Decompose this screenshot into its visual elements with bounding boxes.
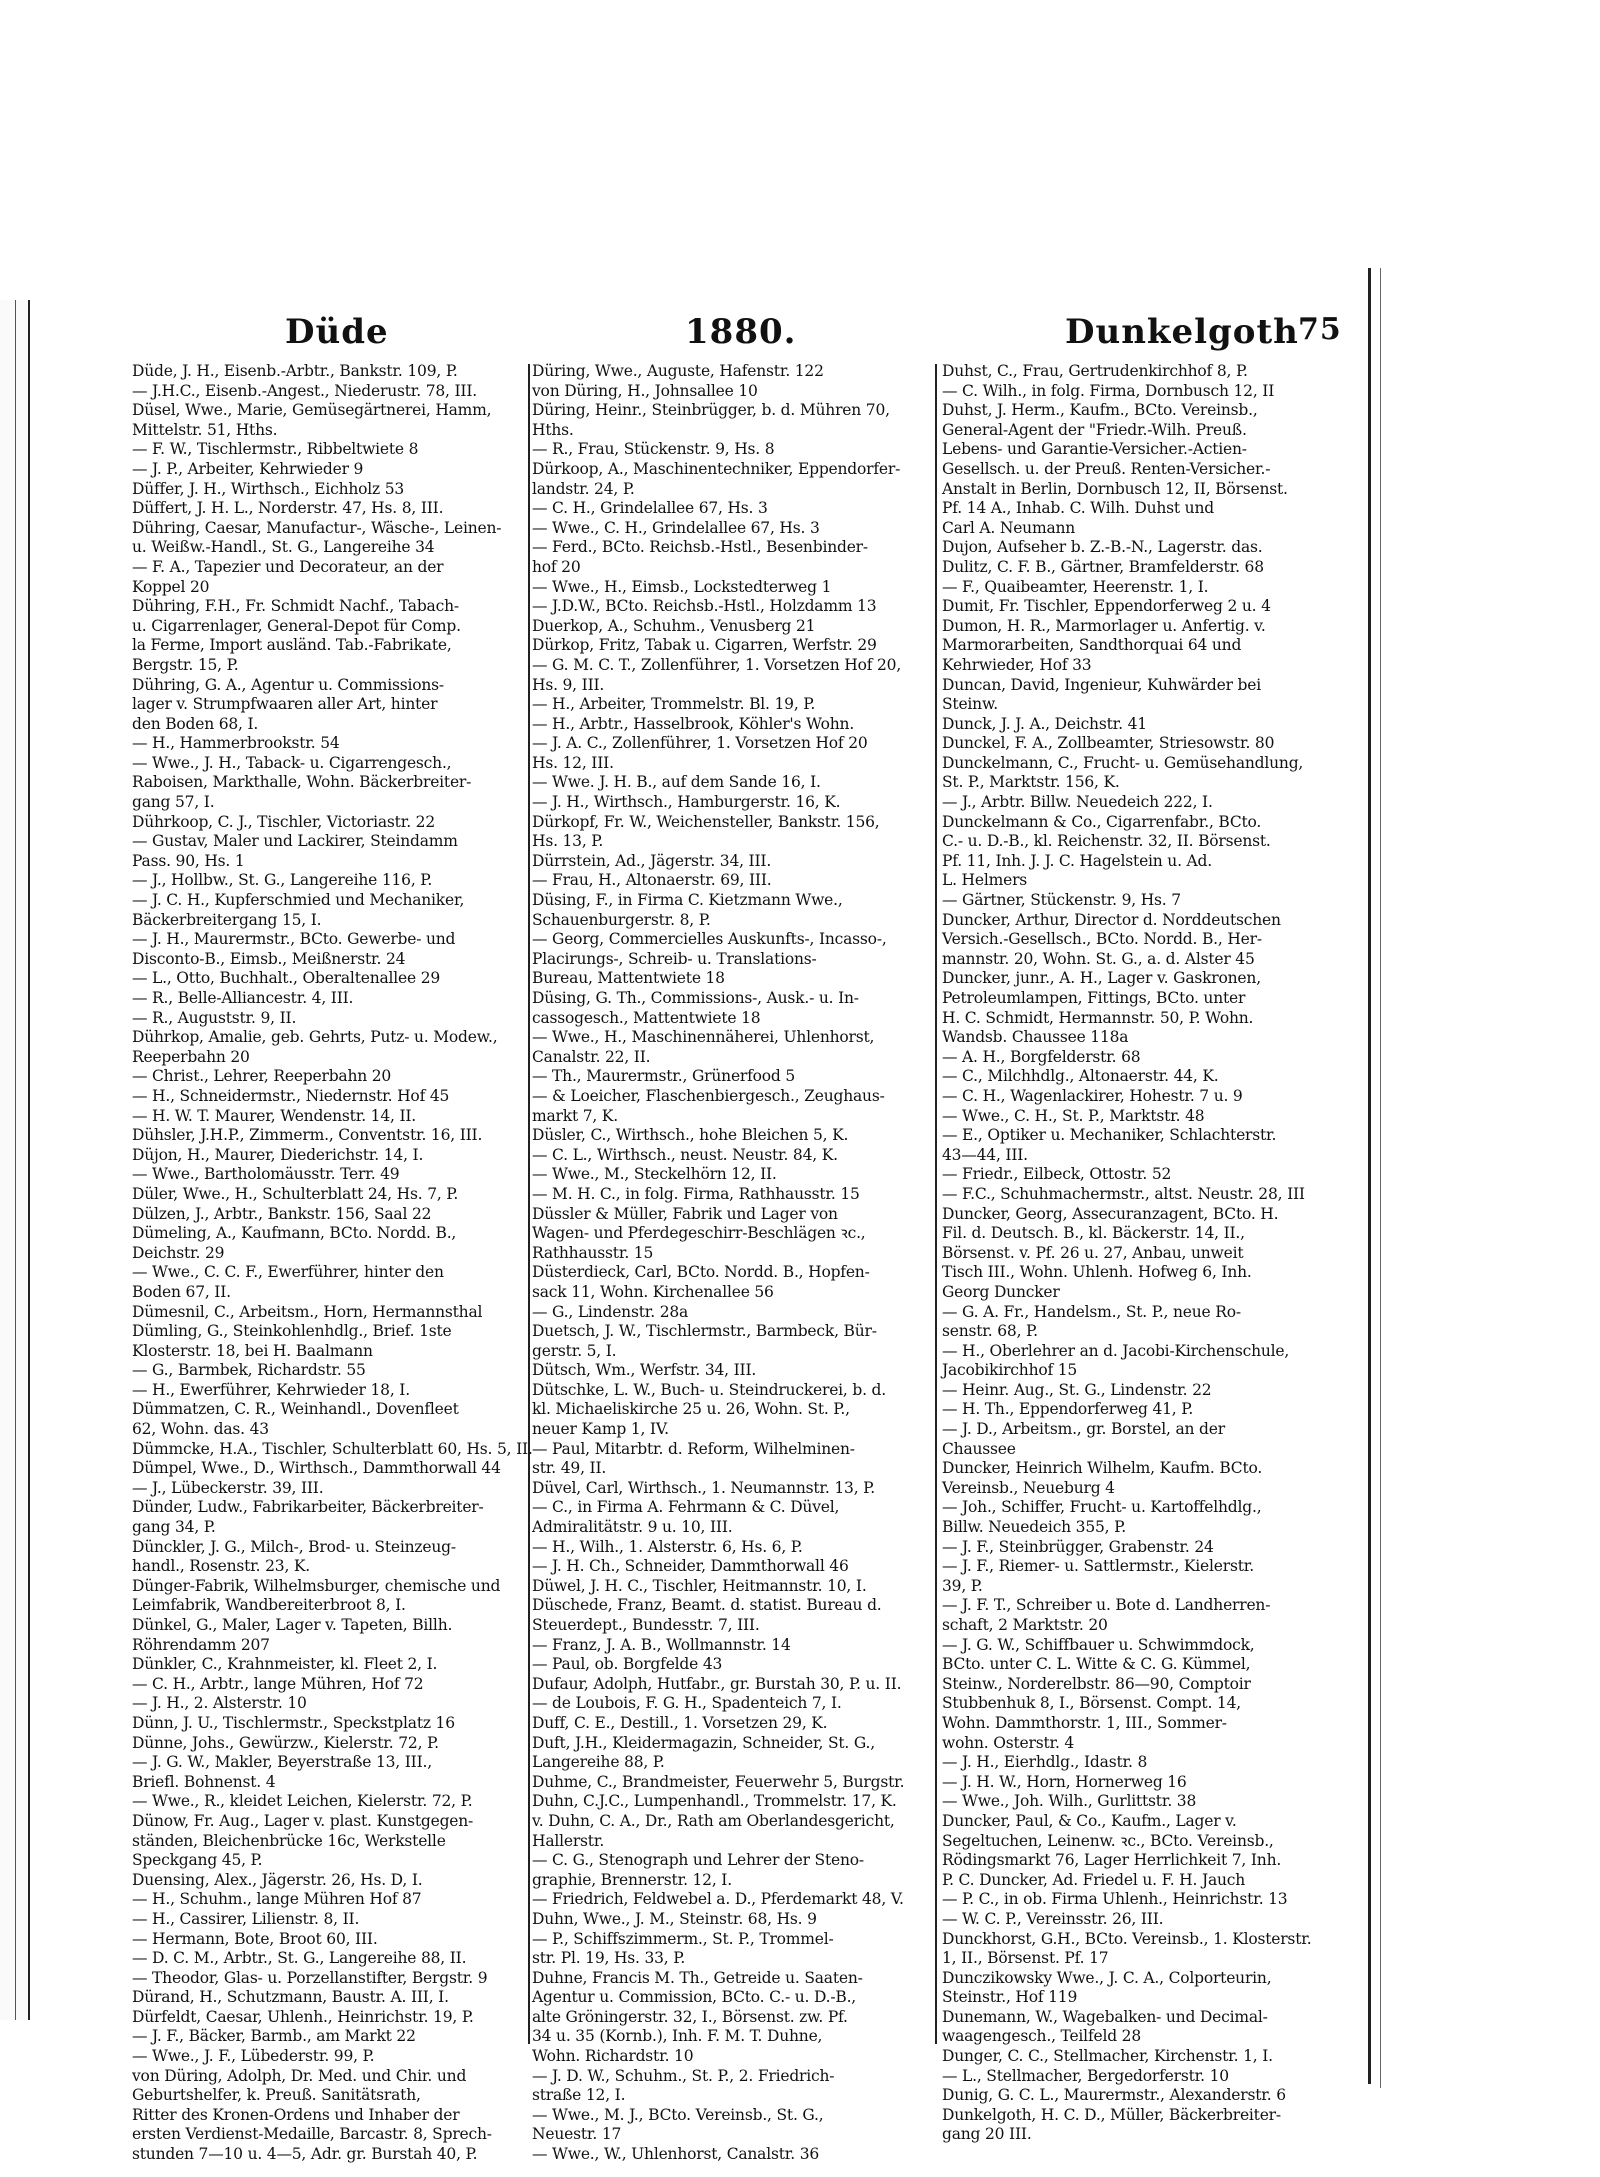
directory-entry-line: str. 49, II.: [532, 1459, 607, 1478]
directory-entry-line: — Gärtner, Stückenstr. 9, Hs. 7: [942, 891, 1181, 910]
directory-entry-line: — Joh., Schiffer, Frucht- u. Kartoffelhdlg.,: [942, 1498, 1262, 1517]
directory-entry-line: gang 34, P.: [132, 1518, 216, 1537]
directory-entry-line: Düjon, H., Maurer, Diederichstr. 14, I.: [132, 1145, 424, 1164]
directory-entry-line: P. C. Duncker, Ad. Friedel u. F. H. Jauch: [942, 1870, 1246, 1889]
directory-entry-line: — J. H. Ch., Schneider, Dammthorwall 46: [532, 1557, 849, 1576]
directory-entry-line: Duncker, Georg, Assecuranzagent, BCto. H.: [942, 1204, 1279, 1223]
directory-entry-line: Dunckelmann, C., Frucht- u. Gemüsehandlung,: [942, 753, 1304, 772]
page-header: [120, 312, 1368, 362]
directory-entry-line: Tisch III., Wohn. Uhlenh. Hofweg 6, Inh.: [942, 1263, 1252, 1282]
directory-entry-line: Dunckel, F. A., Zollbeamter, Striesowstr. 80: [942, 734, 1275, 753]
directory-entry-line: Dufaur, Adolph, Hutfabr., gr. Burstah 30, P. u. II.: [532, 1674, 902, 1693]
directory-entry-line: — de Loubois, F. G. H., Spadenteich 7, I.: [532, 1694, 842, 1713]
directory-entry-line: Dunckelmann & Co., Cigarrenfabr., BCto.: [942, 812, 1262, 831]
directory-entry-line: — Paul, ob. Borgfelde 43: [532, 1655, 723, 1674]
directory-entry-line: — D. C. M., Arbtr., St. G., Langereihe 88, II.: [132, 1949, 467, 1968]
directory-entry-line: — Wwe., W., Uhlenhorst, Canalstr. 36: [532, 2145, 820, 2164]
directory-entry-line: den Boden 68, I.: [132, 714, 259, 733]
directory-entry-line: Düvel, Carl, Wirthsch., 1. Neumannstr. 13, P.: [532, 1478, 875, 1497]
directory-entry-line: — J. H., Wirthsch., Hamburgerstr. 16, K.: [532, 793, 841, 812]
directory-entry-line: — L., Otto, Buchhalt., Oberaltenallee 29: [132, 969, 441, 988]
header-last-entry: Dunkelgoth: [1065, 312, 1299, 352]
directory-entry-line: Dühring, Caesar, Manufactur-, Wäsche-, Leinen-: [132, 518, 502, 537]
directory-entry-line: Düsler, C., Wirthsch., hohe Bleichen 5, K.: [532, 1126, 849, 1145]
directory-entry-line: — H., Cassirer, Lilienstr. 8, II.: [132, 1909, 360, 1928]
directory-entry-line: Duhne, Francis M. Th., Getreide u. Saaten-: [532, 1968, 863, 1987]
directory-entry-line: Dühsler, J.H.P., Zimmerm., Conventstr. 16, III.: [132, 1126, 483, 1145]
directory-entry-line: Dümling, G., Steinkohlenhdlg., Brief. 1ste: [132, 1322, 452, 1341]
directory-entry-line: Admiralitätstr. 9 u. 10, III.: [532, 1518, 733, 1537]
directory-entry-line: von Düring, Adolph, Dr. Med. und Chir. und: [132, 2066, 467, 2085]
directory-entry-line: — R., Auguststr. 9, II.: [132, 1008, 297, 1027]
directory-entry-line: Bergstr. 15, P.: [132, 655, 239, 674]
directory-entry-line: — J. H., 2. Alsterstr. 10: [132, 1694, 307, 1713]
directory-entry-line: Marmorarbeiten, Sandthorquai 64 und: [942, 636, 1242, 655]
directory-entry-line: — J., Arbtr. Billw. Neuedeich 222, I.: [942, 793, 1213, 812]
directory-entry-line: Dürrstein, Ad., Jägerstr. 34, III.: [532, 851, 772, 870]
directory-entry-line: — Hermann, Bote, Broot 60, III.: [132, 1929, 378, 1948]
directory-entry-line: — Frau, H., Altonaerstr. 69, III.: [532, 871, 772, 890]
directory-entry-line: Düsing, G. Th., Commissions-, Ausk.- u. In-: [532, 989, 859, 1007]
directory-entry-line: Wohn. Richardstr. 10: [532, 2047, 694, 2066]
directory-entry-line: sack 11, Wohn. Kirchenallee 56: [532, 1282, 774, 1301]
directory-entry-line: — J. F., Steinbrügger, Grabenstr. 24: [942, 1537, 1214, 1556]
directory-entry-line: C.- u. D.-B., kl. Reichenstr. 32, II. Börsenst.: [942, 832, 1271, 851]
directory-entry-line: — J. G. W., Makler, Beyerstraße 13, III.,: [132, 1753, 432, 1772]
directory-entry-line: Duhn, Wwe., J. M., Steinstr. 68, Hs. 9: [532, 1909, 817, 1928]
directory-entry-line: Dunkelgoth, H. C. D., Müller, Bäckerbreiter-: [942, 2105, 1281, 2124]
directory-entry-line: Leimfabrik, Wandbereiterbroot 8, I.: [132, 1596, 406, 1615]
directory-entry-line: — J. D., Arbeitsm., gr. Borstel, an der: [942, 1420, 1225, 1439]
directory-entry-line: Briefl. Bohnenst. 4: [132, 1772, 276, 1791]
directory-entry-line: Wagen- und Pferdegeschirr-Beschlägen ꝛc.,: [532, 1224, 866, 1243]
directory-entry-line: landstr. 24, P.: [532, 479, 635, 498]
directory-entry-line: — M. H. C., in folg. Firma, Rathhausstr. 15: [532, 1184, 860, 1203]
column-left: [132, 362, 536, 2164]
directory-entry-line: — Wwe., R., kleidet Leichen, Kielerstr. 72, P.: [132, 1792, 473, 1811]
directory-entry-line: Duhst, J. Herm., Kaufm., BCto. Vereinsb.,: [942, 401, 1258, 420]
directory-entry-line: Dühring, F.H., Fr. Schmidt Nachf., Tabach-: [132, 597, 459, 616]
directory-entry-line: Fil. d. Deutsch. B., kl. Bäckerstr. 14, II.,: [942, 1224, 1245, 1243]
directory-entry-line: — P. C., in ob. Firma Uhlenh., Heinrichstr. 13: [942, 1890, 1288, 1909]
directory-entry-line: — H., Wilh., 1. Alsterstr. 6, Hs. 6, P.: [532, 1537, 803, 1556]
directory-entry-line: cassogesch., Mattentwiete 18: [532, 1008, 761, 1027]
directory-entry-line: Düring, Wwe., Auguste, Hafenstr. 122: [532, 362, 824, 380]
directory-entry-line: — E., Optiker u. Mechaniker, Schlachterstr.: [942, 1126, 1277, 1145]
directory-entry-line: — Georg, Commercielles Auskunfts-, Incasso-,: [532, 930, 887, 949]
directory-entry-line: Duhme, C., Brandmeister, Feuerwehr 5, Burgstr.: [532, 1772, 905, 1791]
directory-entry-line: Disconto-B., Eimsb., Meißnerstr. 24: [132, 949, 406, 968]
directory-entry-line: von Düring, H., Johnsallee 10: [532, 381, 758, 400]
directory-entry-line: wohn. Osterstr. 4: [942, 1733, 1075, 1752]
header-year: 1880.: [685, 312, 797, 352]
directory-entry-line: Duncker, Arthur, Director d. Norddeutschen: [942, 910, 1281, 929]
directory-entry-line: — H. Th., Eppendorferweg 41, P.: [942, 1400, 1194, 1419]
directory-entry-line: BCto. unter C. L. Witte & C. G. Kümmel,: [942, 1655, 1251, 1674]
directory-entry-line: — C. G., Stenograph und Lehrer der Steno-: [532, 1851, 864, 1870]
header-first-entry: Düde: [285, 312, 389, 352]
directory-entry-line: Ritter des Kronen-Ordens und Inhaber der: [132, 2105, 460, 2124]
directory-entry-line: Dünn, J. U., Tischlermstr., Speckstplatz 16: [132, 1713, 455, 1732]
directory-entry-line: — Friedrich, Feldwebel a. D., Pferdemarkt 48, V.: [532, 1890, 904, 1909]
directory-entry-line: Placirungs-, Schreib- u. Translations-: [532, 949, 817, 968]
directory-entry-line: Röhrendamm 207: [132, 1635, 270, 1654]
directory-entry-line: Dünkler, C., Krahnmeister, kl. Fleet 2, I.: [132, 1655, 438, 1674]
directory-entry-line: u. Cigarrenlager, General-Depot für Comp.: [132, 616, 461, 635]
directory-entry-line: Dülzen, J., Arbtr., Bankstr. 156, Saal 22: [132, 1204, 432, 1223]
directory-entry-line: handl., Rosenstr. 23, K.: [132, 1557, 311, 1576]
directory-entry-line: St. P., Marktstr. 156, K.: [942, 773, 1120, 792]
directory-entry-line: — J. C. H., Kupferschmied und Mechaniker,: [132, 891, 465, 910]
directory-entry-line: markt 7, K.: [532, 1106, 618, 1125]
directory-entry-line: — Th., Maurermstr., Grünerfood 5: [532, 1067, 796, 1086]
directory-entry-line: Dujon, Aufseher b. Z.-B.-N., Lagerstr. das.: [942, 538, 1263, 557]
directory-entry-line: — C. Wilh., in folg. Firma, Dornbusch 12, II: [942, 381, 1275, 400]
directory-entry-line: Dünger-Fabrik, Wilhelmsburger, chemische und: [132, 1576, 501, 1595]
directory-entry-line: Dümeling, A., Kaufmann, BCto. Nordd. B.,: [132, 1224, 457, 1243]
directory-entry-line: — Wwe., Bartholomäusstr. Terr. 49: [132, 1165, 400, 1184]
directory-entry-line: gerstr. 5, I.: [532, 1341, 617, 1360]
directory-page: [120, 268, 1371, 2164]
directory-entry-line: lager v. Strumpfwaaren aller Art, hinter: [132, 695, 438, 714]
directory-entry-line: Düler, Wwe., H., Schulterblatt 24, Hs. 7, P.: [132, 1184, 459, 1203]
directory-entry-line: straße 12, I.: [532, 2086, 626, 2105]
directory-entry-line: — C. H., Wagenlackirer, Hohestr. 7 u. 9: [942, 1086, 1243, 1105]
directory-entry-line: Canalstr. 22, II.: [532, 1047, 651, 1066]
directory-entry-line: Raboisen, Markthalle, Wohn. Bäckerbreiter-: [132, 773, 472, 792]
directory-entry-line: Jacobikirchhof 15: [942, 1361, 1078, 1380]
directory-entry-line: str. Pl. 19, Hs. 33, P.: [532, 1949, 686, 1968]
directory-entry-line: Speckgang 45, P.: [132, 1851, 263, 1870]
directory-entry-line: Düring, Heinr., Steinbrügger, b. d. Mühren 70,: [532, 401, 890, 420]
directory-entry-line: Georg Duncker: [942, 1282, 1060, 1301]
directory-entry-line: hof 20: [532, 557, 581, 576]
directory-entry-line: — G., Lindenstr. 28a: [532, 1302, 689, 1321]
directory-entry-line: Dulitz, C. F. B., Gärtner, Bramfelderstr. 68: [942, 557, 1264, 576]
directory-entry-line: Boden 67, II.: [132, 1282, 231, 1301]
directory-entry-line: Dünne, Johs., Gewürzw., Kielerstr. 72, P.: [132, 1733, 439, 1752]
directory-entry-line: General-Agent der "Friedr.-Wilh. Preuß.: [942, 420, 1247, 439]
directory-entry-line: v. Duhn, C. A., Dr., Rath am Oberlandesgericht,: [532, 1811, 895, 1830]
directory-entry-line: Börsenst. v. Pf. 26 u. 27, Anbau, unweit: [942, 1243, 1244, 1262]
directory-entry-line: Dünckler, J. G., Milch-, Brod- u. Steinzeug-: [132, 1537, 456, 1556]
directory-entry-line: Dürfeldt, Caesar, Uhlenh., Heinrichstr. 19, P.: [132, 2007, 474, 2026]
directory-entry-line: 43—44, III.: [942, 1145, 1028, 1164]
directory-entry-line: Rathhausstr. 15: [532, 1243, 654, 1262]
directory-entry-line: — J. P., Arbeiter, Kehrwieder 9: [132, 459, 364, 478]
directory-entry-line: Düffer, J. H., Wirthsch., Eichholz 53: [132, 479, 405, 498]
directory-entry-line: u. Weißw.-Handl., St. G., Langereihe 34: [132, 538, 435, 557]
directory-entry-line: — J., Hollbw., St. G., Langereihe 116, P.: [132, 871, 433, 890]
directory-entry-line: — Gustav, Maler und Lackirer, Steindamm: [132, 832, 458, 851]
directory-entry-line: Dunemann, W., Wagebalken- und Decimal-: [942, 2007, 1268, 2026]
directory-entry-line: Neuestr. 17: [532, 2125, 622, 2144]
directory-entry-line: — R., Frau, Stückenstr. 9, Hs. 8: [532, 440, 775, 459]
directory-entry-line: Versich.-Gesellsch., BCto. Nordd. B., Her-: [942, 930, 1262, 949]
directory-entry-line: L. Helmers: [942, 871, 1028, 890]
directory-entry-line: Dürkopf, Fr. W., Weichensteller, Bankstr. 156,: [532, 812, 880, 831]
page-edge-shadow: [1370, 268, 1381, 2088]
directory-entry-line: Dümesnil, C., Arbeitsm., Horn, Hermannsthal: [132, 1302, 483, 1321]
directory-entry-line: Dunczikowsky Wwe., J. C. A., Colporteurin,: [942, 1968, 1272, 1987]
directory-entry-line: Pass. 90, Hs. 1: [132, 851, 245, 870]
directory-entry-line: — J. H. W., Horn, Hornerweg 16: [942, 1772, 1187, 1791]
directory-entry-line: — J. H., Maurermstr., BCto. Gewerbe- und: [132, 930, 456, 949]
directory-entry-line: — A. H., Borgfelderstr. 68: [942, 1047, 1141, 1066]
directory-entry-line: — Wwe., M. J., BCto. Vereinsb., St. G.,: [532, 2105, 824, 2124]
directory-entry-line: Dürkoop, A., Maschinentechniker, Eppendorfer-: [532, 459, 901, 478]
directory-entry-line: Hs. 13, P.: [532, 832, 604, 851]
directory-entry-line: Düde, J. H., Eisenb.-Arbtr., Bankstr. 109, P.: [132, 362, 458, 380]
directory-entry-line: Dünkel, G., Maler, Lager v. Tapeten, Billh.: [132, 1616, 453, 1634]
directory-entry-line: Reeperbahn 20: [132, 1047, 250, 1066]
directory-entry-line: Duncker, Heinrich Wilhelm, Kaufm. BCto.: [942, 1459, 1263, 1478]
directory-entry-line: — Friedr., Eilbeck, Ottostr. 52: [942, 1165, 1172, 1184]
directory-entry-line: Wohn. Dammthorstr. 1, III., Sommer-: [942, 1713, 1227, 1732]
directory-entry-line: — C. H., Grindelallee 67, Hs. 3: [532, 499, 768, 518]
directory-entry-line: Dührkop, Amalie, geb. Gehrts, Putz- u. Modew.,: [132, 1028, 498, 1047]
directory-entry-line: — C., Milchhdlg., Altonaerstr. 44, K.: [942, 1067, 1219, 1086]
directory-entry-line: graphie, Brennerstr. 12, I.: [532, 1870, 732, 1889]
directory-entry-line: Dümmatzen, C. R., Weinhandl., Dovenfleet: [132, 1400, 459, 1419]
directory-entry-line: gang 57, I.: [132, 793, 215, 812]
directory-entry-line: — J.D.W., BCto. Reichsb.-Hstl., Holzdamm 13: [532, 597, 877, 616]
directory-entry-line: — H., Hammerbrookstr. 54: [132, 734, 340, 753]
directory-entry-line: Duerkop, A., Schuhm., Venusberg 21: [532, 616, 816, 635]
directory-entry-line: — Wwe., M., Steckelhörn 12, II.: [532, 1165, 777, 1184]
directory-entry-line: — J. F., Bäcker, Barmb., am Markt 22: [132, 2027, 416, 2046]
directory-entry-line: — Wwe., C. H., Grindelallee 67, Hs. 3: [532, 518, 820, 537]
directory-entry-line: waagengesch., Teilfeld 28: [942, 2027, 1141, 2046]
directory-entry-line: — Christ., Lehrer, Reeperbahn 20: [132, 1067, 392, 1086]
directory-entry-line: 62, Wohn. das. 43: [132, 1420, 269, 1439]
directory-entry-line: Duft, J.H., Kleidermagazin, Schneider, St. G.,: [532, 1733, 875, 1752]
directory-entry-line: Duff, C. E., Destill., 1. Vorsetzen 29, K.: [532, 1713, 828, 1732]
directory-entry-line: stunden 7—10 u. 4—5, Adr. gr. Burstah 40, P.: [132, 2145, 478, 2164]
directory-entry-line: Düsterdieck, Carl, BCto. Nordd. B., Hopfen-: [532, 1263, 870, 1282]
directory-entry-line: — H. W. T. Maurer, Wendenstr. 14, II.: [132, 1106, 417, 1125]
page-number: 75: [1298, 312, 1342, 347]
directory-entry-line: — G. M. C. T., Zollenführer, 1. Vorsetzen Hof 20,: [532, 655, 902, 674]
directory-entry-line: Dütschke, L. W., Buch- u. Steindruckerei, b. d.: [532, 1380, 887, 1399]
directory-entry-line: Koppel 20: [132, 577, 210, 596]
directory-entry-line: mannstr. 20, Wohn. St. G., a. d. Alster 45: [942, 949, 1255, 968]
directory-entry-line: Pf. 14 A., Inhab. C. Wilh. Duhst und: [942, 499, 1214, 518]
directory-entry-line: — Wwe., C. C. F., Ewerführer, hinter den: [132, 1263, 444, 1282]
directory-entry-line: 39, P.: [942, 1576, 983, 1595]
directory-entry-line: — H., Oberlehrer an d. Jacobi-Kirchenschule,: [942, 1341, 1290, 1360]
directory-entry-line: — H., Ewerführer, Kehrwieder 18, I.: [132, 1380, 410, 1399]
directory-entry-line: Dunig, G. C. L., Maurermstr., Alexanderstr. 6: [942, 2086, 1286, 2105]
directory-entry-line: Dumit, Fr. Tischler, Eppendorferweg 2 u. 4: [942, 597, 1271, 616]
directory-entry-line: Duetsch, J. W., Tischlermstr., Barmbeck, Bür-: [532, 1322, 877, 1341]
column-right: [942, 362, 1346, 2144]
directory-entry-line: 1, II., Börsenst. Pf. 17: [942, 1949, 1109, 1968]
directory-entry-line: Dumon, H. R., Marmorlager u. Anfertig. v.: [942, 616, 1266, 635]
directory-entry-line: — Wwe., Joh. Wilh., Gurlittstr. 38: [942, 1792, 1197, 1811]
directory-entry-line: neuer Kamp 1, IV.: [532, 1420, 669, 1439]
directory-entry-line: — F. W., Tischlermstr., Ribbeltwiete 8: [132, 440, 419, 459]
directory-entry-line: Dunger, C. C., Stellmacher, Kirchenstr. 1, I.: [942, 2047, 1273, 2066]
directory-entry-line: Steinw.: [942, 695, 998, 714]
directory-entry-line: Klosterstr. 18, bei H. Baalmann: [132, 1341, 373, 1360]
directory-entry-line: Dührkoop, C. J., Tischler, Victoriastr. 22: [132, 812, 435, 831]
directory-entry-line: — J. A. C., Zollenführer, 1. Vorsetzen Hof 20: [532, 734, 868, 753]
directory-entry-line: — J. H., Eierhdlg., Idastr. 8: [942, 1753, 1148, 1772]
directory-entry-line: — Wwe., J. H., Taback- u. Cigarrengesch.,: [132, 753, 452, 772]
directory-entry-line: Stubbenhuk 8, I., Börsenst. Compt. 14,: [942, 1694, 1241, 1713]
directory-entry-line: Dümpel, Wwe., D., Wirthsch., Dammthorwall 44: [132, 1459, 501, 1478]
directory-entry-line: Hths.: [532, 420, 574, 439]
directory-entry-line: — C., in Firma A. Fehrmann & C. Düvel,: [532, 1498, 840, 1517]
directory-entry-line: Dütsch, Wm., Werfstr. 34, III.: [532, 1361, 757, 1380]
directory-entry-line: — G. A. Fr., Handelsm., St. P., neue Ro-: [942, 1302, 1241, 1321]
directory-entry-line: Lebens- und Garantie-Versicher.-Actien-: [942, 440, 1247, 459]
directory-entry-line: Duncker, junr., A. H., Lager v. Gaskronen,: [942, 969, 1261, 988]
directory-entry-line: ersten Verdienst-Medaille, Barcastr. 8, Sprech-: [132, 2125, 492, 2144]
directory-entry-line: 34 u. 35 (Kornb.), Inh. F. M. T. Duhne,: [532, 2027, 823, 2046]
directory-entry-line: Duhst, C., Frau, Gertrudenkirchhof 8, P.: [942, 362, 1248, 380]
directory-entry-line: — F. A., Tapezier und Decorateur, an der: [132, 557, 444, 576]
directory-entry-line: — C. H., Arbtr., lange Mühren, Hof 72: [132, 1674, 424, 1693]
directory-entry-line: Kehrwieder, Hof 33: [942, 655, 1092, 674]
directory-entry-line: Dunckhorst, G.H., BCto. Vereinsb., 1. Klosterstr.: [942, 1929, 1312, 1948]
directory-entry-line: — J., Lübeckerstr. 39, III.: [132, 1478, 324, 1497]
directory-entry-line: — Heinr. Aug., St. G., Lindenstr. 22: [942, 1380, 1212, 1399]
directory-entry-line: alte Gröningerstr. 32, I., Börsenst. zw. Pf.: [532, 2007, 848, 2026]
directory-entry-line: Langereihe 88, P.: [532, 1753, 665, 1772]
directory-entry-line: — H., Schuhm., lange Mühren Hof 87: [132, 1890, 422, 1909]
directory-entry-line: Steinw., Norderelbstr. 86—90, Comptoir: [942, 1674, 1251, 1693]
directory-entry-line: — F., Quaibeamter, Heerenstr. 1, I.: [942, 577, 1209, 596]
directory-entry-line: — H., Schneidermstr., Niedernstr. Hof 45: [132, 1086, 450, 1105]
directory-entry-line: kl. Michaeliskirche 25 u. 26, Wohn. St. P.,: [532, 1400, 850, 1419]
directory-entry-line: Bureau, Mattentwiete 18: [532, 969, 725, 988]
directory-entry-line: Dühring, G. A., Agentur u. Commissions-: [132, 675, 444, 694]
directory-entry-line: — Theodor, Glas- u. Porzellanstifter, Bergstr. 9: [132, 1968, 488, 1987]
directory-entry-line: Deichstr. 29: [132, 1243, 225, 1262]
directory-entry-line: — C. L., Wirthsch., neust. Neustr. 84, K.: [532, 1145, 838, 1164]
directory-entry-line: — Paul, Mitarbtr. d. Reform, Wilhelminen-: [532, 1439, 855, 1458]
directory-entry-line: — J.H.C., Eisenb.-Angest., Niederustr. 78, III.: [132, 381, 477, 400]
directory-entry-line: Düsel, Wwe., Marie, Gemüsegärtnerei, Hamm,: [132, 401, 492, 420]
directory-entry-line: Steinstr., Hof 119: [942, 1988, 1078, 2007]
directory-entry-line: Dünder, Ludw., Fabrikarbeiter, Bäckerbreiter-: [132, 1498, 484, 1517]
directory-entry-line: Vereinsb., Neueburg 4: [942, 1478, 1115, 1497]
directory-entry-line: Düwel, J. H. C., Tischler, Heitmannstr. 10, I.: [532, 1576, 867, 1595]
directory-entry-line: Billw. Neuedeich 355, P.: [942, 1518, 1126, 1537]
directory-entry-line: — J. D. W., Schuhm., St. P., 2. Friedrich-: [532, 2066, 835, 2085]
directory-entry-line: Pf. 11, Inh. J. J. C. Hagelstein u. Ad.: [942, 851, 1212, 870]
directory-entry-line: — Wwe., H., Maschinennäherei, Uhlenhorst,: [532, 1028, 875, 1047]
directory-entry-line: — Franz, J. A. B., Wollmannstr. 14: [532, 1635, 791, 1654]
directory-entry-line: Chaussee: [942, 1439, 1016, 1458]
directory-entry-line: — H., Arbeiter, Trommelstr. Bl. 19, P.: [532, 695, 816, 714]
directory-entry-line: — P., Schiffszimmerm., St. P., Trommel-: [532, 1929, 834, 1948]
directory-entry-line: Geburtshelfer, k. Preuß. Sanitätsrath,: [132, 2086, 421, 2105]
column-middle: [532, 362, 936, 2164]
directory-entry-line: — Wwe., H., Eimsb., Lockstedterweg 1: [532, 577, 832, 596]
directory-entry-line: Dürand, H., Schutzmann, Baustr. A. III, I.: [132, 1988, 449, 2007]
directory-entry-line: Duhn, C.J.C., Lumpenhandl., Trommelstr. 17, K.: [532, 1792, 897, 1811]
directory-entry-line: Duncan, David, Ingenieur, Kuhwärder bei: [942, 675, 1261, 694]
directory-entry-line: Dürkop, Fritz, Tabak u. Cigarren, Werfstr. 29: [532, 636, 877, 655]
directory-entry-line: Schauenburgerstr. 8, P.: [532, 910, 711, 929]
directory-entry-line: — Wwe. J. H. B., auf dem Sande 16, I.: [532, 773, 821, 792]
directory-entry-line: — H., Arbtr., Hasselbrook, Köhler's Wohn.: [532, 714, 855, 733]
directory-entry-line: Segeltuchen, Leinenw. ꝛc., BCto. Vereinsb.,: [942, 1831, 1274, 1850]
directory-entry-line: Düssler & Müller, Fabrik und Lager von: [532, 1204, 838, 1223]
directory-entry-line: Düffert, J. H. L., Norderstr. 47, Hs. 8, III.: [132, 499, 444, 518]
directory-entry-line: H. C. Schmidt, Hermannstr. 50, P. Wohn.: [942, 1008, 1254, 1027]
directory-entry-line: Hallerstr.: [532, 1831, 605, 1850]
directory-entry-line: — Ferd., BCto. Reichsb.-Hstl., Besenbinder-: [532, 538, 868, 557]
directory-entry-line: — J. F. T., Schreiber u. Bote d. Landherren-: [942, 1596, 1271, 1615]
directory-entry-line: Anstalt in Berlin, Dornbusch 12, II, Börsenst.: [942, 479, 1288, 498]
directory-entry-line: Duensing, Alex., Jägerstr. 26, Hs. D, I.: [132, 1870, 423, 1889]
directory-entry-line: senstr. 68, P.: [942, 1322, 1038, 1341]
directory-entry-line: Düschede, Franz, Beamt. d. statist. Bureau d.: [532, 1596, 882, 1615]
directory-entry-line: — & Loeicher, Flaschenbiergesch., Zeughaus-: [532, 1086, 885, 1105]
directory-entry-line: ständen, Bleichenbrücke 16c, Werkstelle: [132, 1831, 446, 1850]
directory-entry-line: — G., Barmbek, Richardstr. 55: [132, 1361, 366, 1380]
directory-entry-line: — F.C., Schuhmachermstr., altst. Neustr. 28, III: [942, 1184, 1305, 1203]
directory-entry-line: Hs. 12, III.: [532, 753, 614, 772]
directory-entry-line: Petroleumlampen, Fittings, BCto. unter: [942, 989, 1246, 1007]
directory-entry-line: Hs. 9, III.: [532, 675, 605, 694]
directory-entry-line: — Wwe., C. H., St. P., Marktstr. 48: [942, 1106, 1205, 1125]
directory-entry-line: — Wwe., J. F., Lübederstr. 99, P.: [132, 2047, 375, 2066]
directory-entry-line: Steuerdept., Bundesstr. 7, III.: [532, 1616, 760, 1634]
directory-entry-line: la Ferme, Import ausländ. Tab.-Fabrikate,: [132, 636, 452, 655]
directory-entry-line: Dunck, J. J. A., Deichstr. 41: [942, 714, 1147, 733]
directory-entry-line: Dünow, Fr. Aug., Lager v. plast. Kunstgegen-: [132, 1811, 474, 1830]
directory-entry-line: Dümmcke, H.A., Tischler, Schulterblatt 60, Hs. 5, II.: [132, 1439, 533, 1458]
directory-entry-line: Wandsb. Chaussee 118a: [942, 1028, 1129, 1047]
directory-entry-line: Agentur u. Commission, BCto. C.- u. D.-B.,: [532, 1988, 857, 2007]
directory-entry-line: Duncker, Paul, & Co., Kaufm., Lager v.: [942, 1811, 1237, 1830]
directory-entry-line: Gesellsch. u. der Preuß. Renten-Versicher.-: [942, 459, 1271, 478]
adjacent-page-edge: [0, 300, 30, 2020]
directory-entry-line: gang 20 III.: [942, 2125, 1032, 2144]
directory-entry-line: Carl A. Neumann: [942, 518, 1076, 537]
directory-entry-line: schaft, 2 Marktstr. 20: [942, 1616, 1108, 1634]
directory-entry-line: — J. G. W., Schiffbauer u. Schwimmdock,: [942, 1635, 1255, 1654]
directory-entry-line: — W. C. P., Vereinsstr. 26, III.: [942, 1909, 1164, 1928]
directory-entry-line: Bäckerbreitergang 15, I.: [132, 910, 322, 929]
directory-entry-line: Rödingsmarkt 76, Lager Herrlichkeit 7, Inh.: [942, 1851, 1282, 1870]
directory-entry-line: — R., Belle-Alliancestr. 4, III.: [132, 989, 354, 1007]
directory-entry-line: Düsing, F., in Firma C. Kietzmann Wwe.,: [532, 891, 843, 910]
directory-entry-line: — J. F., Riemer- u. Sattlermstr., Kielerstr.: [942, 1557, 1254, 1576]
directory-entry-line: — L., Stellmacher, Bergedorferstr. 10: [942, 2066, 1229, 2085]
directory-entry-line: Mittelstr. 51, Hths.: [132, 420, 278, 439]
